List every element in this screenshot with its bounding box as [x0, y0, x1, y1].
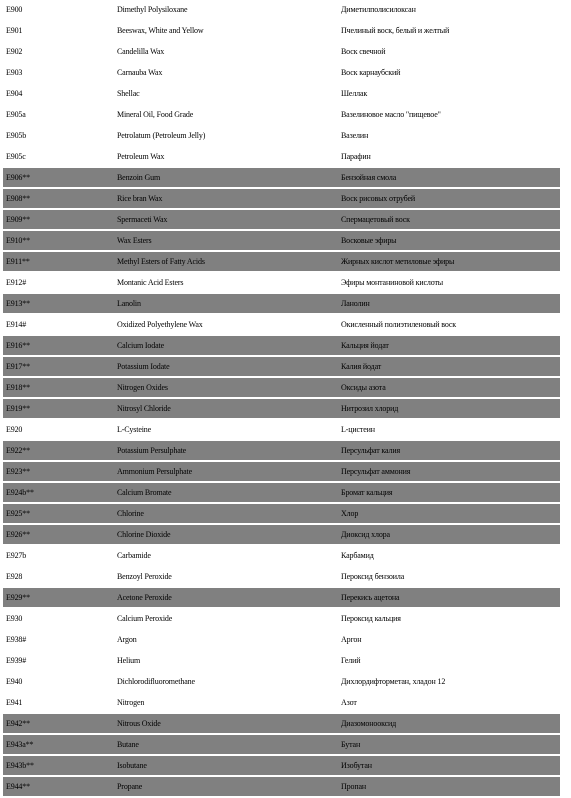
additive-name-ru: Диметилполисилоксан	[338, 0, 560, 20]
additive-code: E919**	[3, 398, 114, 419]
additive-name-ru: Бутан	[338, 734, 560, 755]
additive-code: E930	[3, 608, 114, 629]
additive-name-en: Argon	[114, 629, 338, 650]
additive-name-ru: Эфиры монтаниновой кислоты	[338, 272, 560, 293]
table-row	[3, 461, 560, 482]
additive-name-en: Calcium Bromate	[114, 482, 338, 503]
additive-name-en: Nitrosyl Chloride	[114, 398, 338, 419]
table-row	[3, 587, 560, 608]
table-row	[3, 545, 560, 566]
additive-name-en: Potassium Persulphate	[114, 440, 338, 461]
additive-code: E922**	[3, 440, 114, 461]
additive-name-ru: Воск карнаубский	[338, 62, 560, 83]
table-row	[3, 62, 560, 83]
additive-name-ru: Воск рисовых отрубей	[338, 188, 560, 209]
table-row	[3, 440, 560, 461]
additive-name-en: Benzoin Gum	[114, 167, 338, 188]
additive-name-en: Petrolatum (Petroleum Jelly)	[114, 125, 338, 146]
additive-name-en: Wax Esters	[114, 230, 338, 251]
additive-code: E916**	[3, 335, 114, 356]
table-row	[3, 356, 560, 377]
additive-name-en: Candelilla Wax	[114, 41, 338, 62]
additive-name-en: Beeswax, White and Yellow	[114, 20, 338, 41]
additive-code: E902	[3, 41, 114, 62]
additive-name-en: Helium	[114, 650, 338, 671]
table-row	[3, 755, 560, 776]
additive-code: E927b	[3, 545, 114, 566]
additive-name-en: L-Cysteine	[114, 419, 338, 440]
additive-name-ru: Пчелиный воск, белый и желтый	[338, 20, 560, 41]
table-row	[3, 377, 560, 398]
additive-name-en: Dimethyl Polysiloxane	[114, 0, 338, 20]
table-row	[3, 209, 560, 230]
additive-name-ru: Бромат кальция	[338, 482, 560, 503]
additive-name-ru: Шеллак	[338, 83, 560, 104]
additive-code: E900	[3, 0, 114, 20]
additive-name-en: Lanolin	[114, 293, 338, 314]
additive-code: E905b	[3, 125, 114, 146]
table-row	[3, 272, 560, 293]
table-row	[3, 335, 560, 356]
additive-name-en: Nitrogen Oxides	[114, 377, 338, 398]
additive-name-en: Potassium Iodate	[114, 356, 338, 377]
table-row	[3, 713, 560, 734]
additive-name-ru: Аргон	[338, 629, 560, 650]
additive-code: E908**	[3, 188, 114, 209]
additive-name-ru: Гелий	[338, 650, 560, 671]
additive-name-en: Carnauba Wax	[114, 62, 338, 83]
additive-code: E911**	[3, 251, 114, 272]
additive-code: E924b**	[3, 482, 114, 503]
additive-name-en: Chlorine	[114, 503, 338, 524]
additive-name-ru: Жирных кислот метиловые эфиры	[338, 251, 560, 272]
table-row	[3, 419, 560, 440]
additive-name-ru: Окисленный полиэтиленовый воск	[338, 314, 560, 335]
additive-name-ru: Перекись ацетона	[338, 587, 560, 608]
table-row	[3, 146, 560, 167]
table-row	[3, 0, 560, 20]
additive-code: E925**	[3, 503, 114, 524]
additive-name-ru: Диазомонооксид	[338, 713, 560, 734]
additive-code: E918**	[3, 377, 114, 398]
additive-name-en: Nitrogen	[114, 692, 338, 713]
additive-name-ru: Кальция йодат	[338, 335, 560, 356]
additives-table	[3, 0, 560, 798]
additive-code: E901	[3, 20, 114, 41]
additive-name-ru: Нитрозил хлорид	[338, 398, 560, 419]
additive-name-en: Rice bran Wax	[114, 188, 338, 209]
additive-name-en: Chlorine Dioxide	[114, 524, 338, 545]
additive-code: E938#	[3, 629, 114, 650]
additive-code: E913**	[3, 293, 114, 314]
additive-name-ru: Калия йодат	[338, 356, 560, 377]
additive-name-en: Oxidized Polyethylene Wax	[114, 314, 338, 335]
additive-code: E942**	[3, 713, 114, 734]
additive-name-ru: Оксиды азота	[338, 377, 560, 398]
additive-code: E914#	[3, 314, 114, 335]
table-row	[3, 524, 560, 545]
table-row	[3, 251, 560, 272]
additive-name-ru: Воск свечной	[338, 41, 560, 62]
additive-name-en: Carbamide	[114, 545, 338, 566]
additive-name-ru: Парафин	[338, 146, 560, 167]
additive-code: E912#	[3, 272, 114, 293]
table-row	[3, 293, 560, 314]
additive-name-en: Calcium Iodate	[114, 335, 338, 356]
additive-name-ru: Диоксид хлора	[338, 524, 560, 545]
additive-name-en: Ammonium Persulphate	[114, 461, 338, 482]
additive-name-ru: Пропан	[338, 776, 560, 797]
additive-name-ru: Пероксид кальция	[338, 608, 560, 629]
additive-code: E926**	[3, 524, 114, 545]
additive-code: E944**	[3, 776, 114, 797]
additive-code: E943a**	[3, 734, 114, 755]
table-row	[3, 104, 560, 125]
additive-name-en: Acetone Peroxide	[114, 587, 338, 608]
additive-name-ru: Изобутан	[338, 755, 560, 776]
table-row	[3, 692, 560, 713]
additive-code: E906**	[3, 167, 114, 188]
additive-name-ru: Спермацетовый воск	[338, 209, 560, 230]
additive-code: E909**	[3, 209, 114, 230]
additive-name-ru: Персульфат аммония	[338, 461, 560, 482]
additive-name-ru: Азот	[338, 692, 560, 713]
additive-name-en: Nitrous Oxide	[114, 713, 338, 734]
table-row	[3, 41, 560, 62]
additive-code: E928	[3, 566, 114, 587]
additive-code: E903	[3, 62, 114, 83]
table-row	[3, 566, 560, 587]
additive-name-en: Isobutane	[114, 755, 338, 776]
table-row	[3, 503, 560, 524]
table-row	[3, 629, 560, 650]
additive-code: E929**	[3, 587, 114, 608]
additive-name-en: Benzoyl Peroxide	[114, 566, 338, 587]
table-row	[3, 776, 560, 797]
table-row	[3, 608, 560, 629]
table-row	[3, 188, 560, 209]
additive-name-ru: Вазелин	[338, 125, 560, 146]
additive-code: E904	[3, 83, 114, 104]
table-row	[3, 125, 560, 146]
additive-code: E917**	[3, 356, 114, 377]
additive-code: E943b**	[3, 755, 114, 776]
table-row	[3, 671, 560, 692]
additive-code: E905c	[3, 146, 114, 167]
additive-name-en: Spermaceti Wax	[114, 209, 338, 230]
additive-name-ru: Ланолин	[338, 293, 560, 314]
additive-code: E923**	[3, 461, 114, 482]
additive-name-ru: L-цистеин	[338, 419, 560, 440]
additive-name-en: Petroleum Wax	[114, 146, 338, 167]
additive-name-en: Mineral Oil, Food Grade	[114, 104, 338, 125]
additive-code: E910**	[3, 230, 114, 251]
table-row	[3, 230, 560, 251]
additive-name-ru: Восковые эфиры	[338, 230, 560, 251]
additive-name-en: Montanic Acid Esters	[114, 272, 338, 293]
additive-name-en: Propane	[114, 776, 338, 797]
additive-name-ru: Пероксид бензоила	[338, 566, 560, 587]
table-row	[3, 83, 560, 104]
additive-name-ru: Карбамид	[338, 545, 560, 566]
additive-code: E940	[3, 671, 114, 692]
additive-name-ru: Персульфат калия	[338, 440, 560, 461]
additive-name-ru: Вазелиновое масло "пищевое"	[338, 104, 560, 125]
additive-code: E939#	[3, 650, 114, 671]
table-row	[3, 734, 560, 755]
additive-code: E905a	[3, 104, 114, 125]
table-body	[3, 0, 560, 797]
table-row	[3, 398, 560, 419]
table-row	[3, 20, 560, 41]
additive-name-en: Calcium Peroxide	[114, 608, 338, 629]
additive-code: E920	[3, 419, 114, 440]
additive-name-en: Butane	[114, 734, 338, 755]
additive-name-en: Shellac	[114, 83, 338, 104]
table-row	[3, 482, 560, 503]
additive-code: E941	[3, 692, 114, 713]
table-row	[3, 167, 560, 188]
table-row	[3, 314, 560, 335]
additive-name-ru: Хлор	[338, 503, 560, 524]
table-row	[3, 650, 560, 671]
additive-name-en: Dichlorodifluoromethane	[114, 671, 338, 692]
additive-name-en: Methyl Esters of Fatty Acids	[114, 251, 338, 272]
additive-name-ru: Бензойная смола	[338, 167, 560, 188]
additive-name-ru: Дихлордифторметан, хладон 12	[338, 671, 560, 692]
